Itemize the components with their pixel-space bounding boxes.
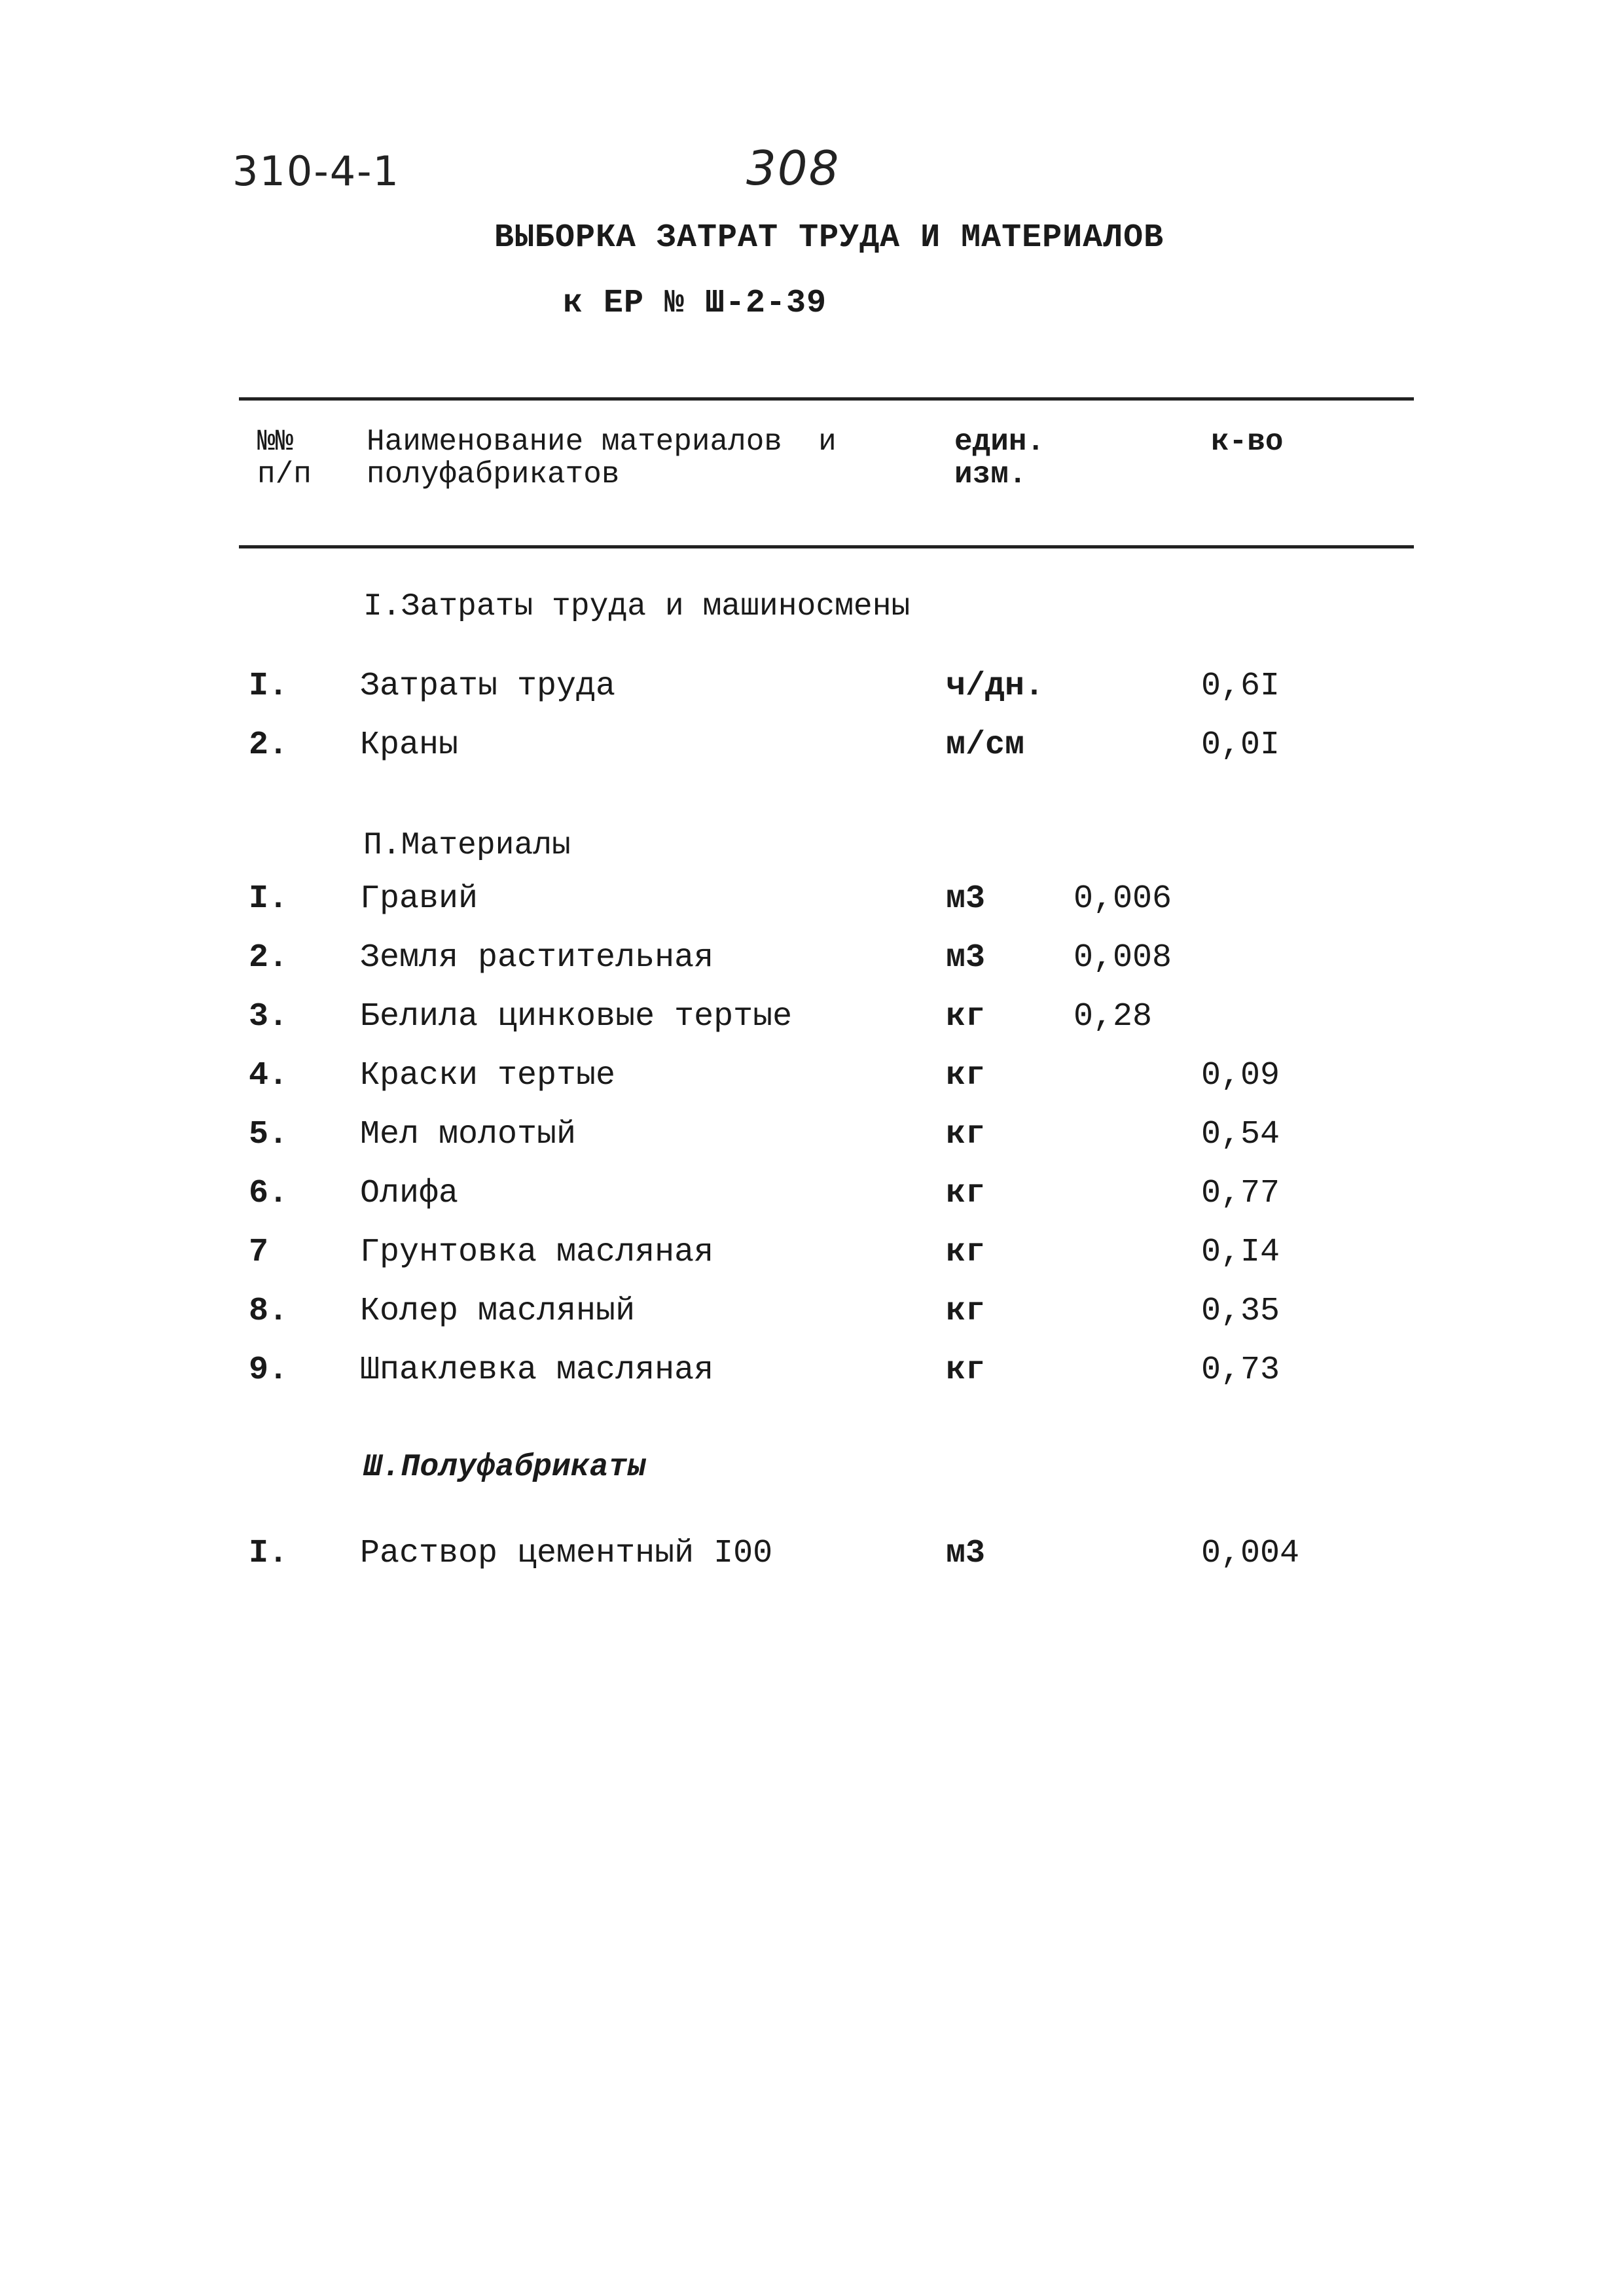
row-number: 7 xyxy=(249,1234,269,1271)
row-number: 3. xyxy=(249,998,289,1035)
page-number: 308 xyxy=(746,141,840,196)
row-number: I. xyxy=(249,880,289,918)
column-header-number: №№ п/п xyxy=(257,425,312,492)
row-quantity: 0,I4 xyxy=(1201,1234,1280,1271)
row-number: I. xyxy=(249,668,289,705)
row-quantity: 0,77 xyxy=(1201,1175,1280,1212)
column-header-unit: един. изм. xyxy=(954,425,1045,492)
row-name: Краски тертые xyxy=(360,1057,616,1094)
row-quantity: 0,6I xyxy=(1201,668,1280,705)
table-top-rule xyxy=(239,397,1414,401)
section-title-labor: I.Затраты труда и машиносмены xyxy=(363,589,911,624)
table-row xyxy=(0,1293,1624,1332)
table-row xyxy=(0,1175,1624,1214)
row-quantity: 0,35 xyxy=(1201,1293,1280,1330)
column-header-quantity: к-во xyxy=(1211,425,1284,459)
row-unit: кг xyxy=(946,1293,986,1330)
table-row xyxy=(0,1352,1624,1391)
document-title: ВЫБОРКА ЗАТРАТ ТРУДА И МАТЕРИАЛОВ xyxy=(494,219,1164,257)
row-quantity: 0,004 xyxy=(1201,1535,1300,1572)
row-number: 4. xyxy=(249,1057,289,1094)
row-unit: м/см xyxy=(946,726,1025,764)
section-title-materials: П.Материалы xyxy=(363,828,571,863)
table-row xyxy=(0,1234,1624,1273)
row-name: Раствор цементный I00 xyxy=(360,1535,773,1572)
table-row xyxy=(0,1535,1624,1574)
row-name: Колер масляный xyxy=(360,1293,636,1330)
table-row xyxy=(0,1116,1624,1155)
row-number: 6. xyxy=(249,1175,289,1212)
row-name: Краны xyxy=(360,726,459,764)
row-number: 2. xyxy=(249,939,289,977)
table-row xyxy=(0,726,1624,766)
row-unit: кг xyxy=(946,1234,986,1271)
row-unit: кг xyxy=(946,1116,986,1153)
row-quantity: 0,73 xyxy=(1201,1352,1280,1389)
row-unit: кг xyxy=(946,1352,986,1389)
row-quantity: 0,0I xyxy=(1201,726,1280,764)
row-name: Гравий xyxy=(360,880,478,918)
row-number: I. xyxy=(249,1535,289,1572)
row-unit: кг xyxy=(946,998,986,1035)
table-row xyxy=(0,939,1624,978)
table-row xyxy=(0,998,1624,1037)
row-number: 2. xyxy=(249,726,289,764)
row-value: 0,008 xyxy=(1074,939,1172,977)
row-quantity: 0,09 xyxy=(1201,1057,1280,1094)
row-unit: кг xyxy=(946,1175,986,1212)
row-name: Олифа xyxy=(360,1175,459,1212)
row-unit: м3 xyxy=(946,1535,986,1572)
row-quantity: 0,54 xyxy=(1201,1116,1280,1153)
table-row xyxy=(0,1057,1624,1096)
row-number: 9. xyxy=(249,1352,289,1389)
section-title-semi-finished: Ш.Полуфабрикаты xyxy=(363,1450,647,1485)
table-header-rule xyxy=(239,545,1414,548)
row-number: 5. xyxy=(249,1116,289,1153)
document-code: 310-4-1 xyxy=(232,147,400,195)
row-name: Белила цинковые тертые xyxy=(360,998,793,1035)
row-unit: кг xyxy=(946,1057,986,1094)
row-value: 0,28 xyxy=(1074,998,1153,1035)
table-row xyxy=(0,668,1624,707)
row-value: 0,006 xyxy=(1074,880,1172,918)
row-unit: ч/дн. xyxy=(946,668,1045,705)
row-unit: м3 xyxy=(946,880,986,918)
row-number: 8. xyxy=(249,1293,289,1330)
row-unit: м3 xyxy=(946,939,986,977)
row-name: Земля растительная xyxy=(360,939,714,977)
document-subtitle: к ЕР № Ш-2-39 xyxy=(563,285,827,322)
column-header-name: Наименование материалов и полуфабрикатов xyxy=(367,425,837,492)
table-row xyxy=(0,880,1624,920)
row-name: Затраты труда xyxy=(360,668,616,705)
row-name: Грунтовка масляная xyxy=(360,1234,714,1271)
row-name: Мел молотый xyxy=(360,1116,577,1153)
row-name: Шпаклевка масляная xyxy=(360,1352,714,1389)
